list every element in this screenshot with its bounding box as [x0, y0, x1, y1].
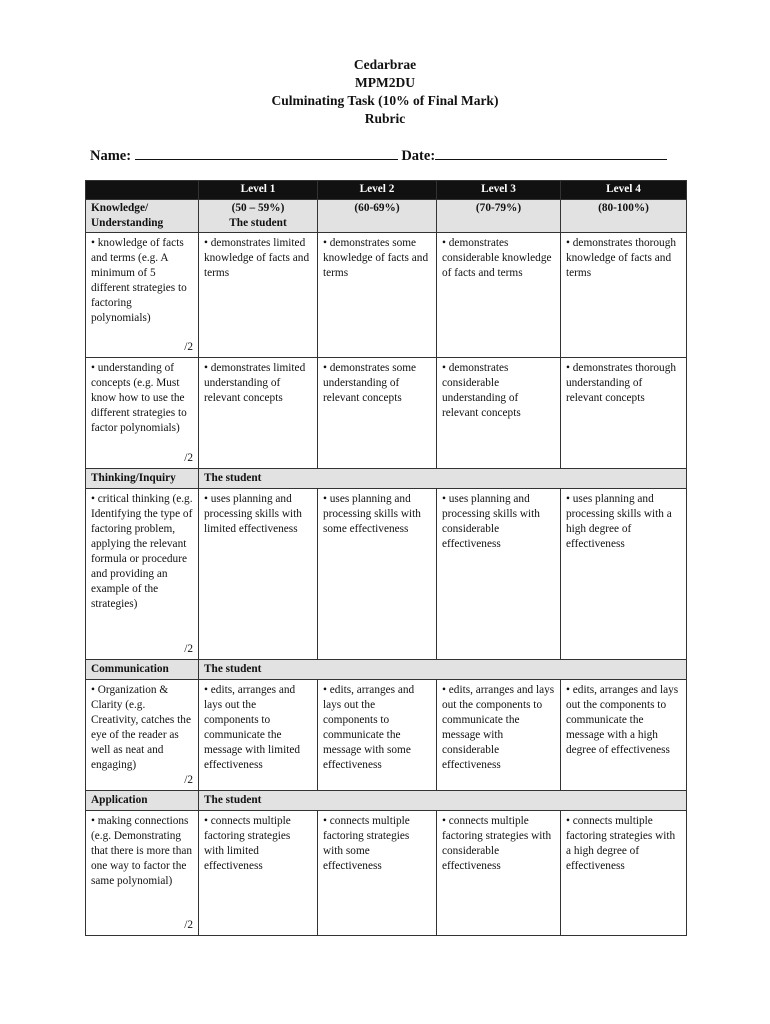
criterion-text: • knowledge of facts and terms (e.g. A minimum of 5 different strategies to factoring polynomials) [91, 237, 187, 324]
level-4-descriptor: • uses planning and processing skills with a high degree of effectiveness [561, 489, 687, 660]
thinking-the-student: The student [199, 469, 687, 489]
level-3-range: (70-79%) [437, 200, 561, 233]
score-field: /2 [184, 919, 193, 931]
criterion-cell [86, 489, 199, 660]
thinking-category-title: Thinking/Inquiry [86, 469, 199, 489]
level-header-row [86, 181, 687, 200]
rubric-row-thinking [86, 489, 687, 660]
rubric-row-knowledge-concepts [86, 358, 687, 469]
application-header-row [86, 791, 687, 811]
level-4-header: Level 4 [561, 181, 687, 200]
level-1-descriptor: • uses planning and processing skills with limited effectiveness [199, 489, 318, 660]
application-category-title: Application [86, 791, 199, 811]
criterion-cell [86, 680, 199, 791]
score-field: /2 [184, 774, 193, 786]
thinking-header-row [86, 469, 687, 489]
criterion-cell [86, 358, 199, 469]
communication-header-row [86, 660, 687, 680]
date-label: Date: [401, 148, 436, 164]
date-field[interactable] [435, 145, 667, 160]
the-student-label: The student [229, 217, 287, 229]
communication-category-title: Communication [86, 660, 199, 680]
level-1-range [199, 200, 318, 233]
knowledge-header-row [86, 200, 687, 233]
level-1-descriptor: • demonstrates limited understanding of relevant concepts [199, 358, 318, 469]
document-header [0, 56, 770, 128]
level-2-descriptor: • edits, arranges and lays out the components to communicate the message with some effectiveness [318, 680, 437, 791]
school-name: Cedarbrae [353, 57, 417, 72]
score-field: /2 [184, 341, 193, 353]
application-the-student: The student [199, 791, 687, 811]
score-field: /2 [184, 452, 193, 464]
level-2-descriptor: • uses planning and processing skills with some effectiveness [318, 489, 437, 660]
level-2-descriptor: • demonstrates some knowledge of facts and terms [318, 233, 437, 358]
task-title: Culminating Task (10% of Final Mark) [271, 93, 499, 108]
score-field: /2 [184, 643, 193, 655]
level-3-descriptor: • demonstrates considerable knowledge of facts and terms [437, 233, 561, 358]
name-field[interactable] [135, 145, 398, 160]
level-4-range: (80-100%) [561, 200, 687, 233]
level-2-header: Level 2 [318, 181, 437, 200]
level-2-descriptor: • demonstrates some understanding of relevant concepts [318, 358, 437, 469]
level-1-header: Level 1 [199, 181, 318, 200]
level-2-descriptor: • connects multiple factoring strategies with some effectiveness [318, 811, 437, 936]
course-code: MPM2DU [355, 75, 415, 90]
level-header-blank [86, 181, 199, 200]
level-3-descriptor: • connects multiple factoring strategies with considerable effectiveness [437, 811, 561, 936]
criterion-text: • making connections (e.g. Demonstrating that there is more than one way to factor the same polynomial) [91, 815, 193, 887]
level-3-descriptor: • edits, arranges and lays out the components to communicate the message with considerable effectiveness [437, 680, 561, 791]
criterion-text: • understanding of concepts (e.g. Must know how to use the different strategies to factor polynomials) [91, 362, 187, 434]
level-1-descriptor: • connects multiple factoring strategies with limited effectiveness [199, 811, 318, 936]
criterion-cell [86, 233, 199, 358]
level-1-range-text: (50 – 59%) [231, 202, 285, 214]
level-1-descriptor: • edits, arranges and lays out the components to communicate the message with limited effectiveness [199, 680, 318, 791]
rubric-row-application [86, 811, 687, 936]
criterion-text: • Organization & Clarity (e.g. Creativity, catches the eye of the reader as well as neat and engaging) [91, 684, 191, 771]
name-label: Name: [90, 148, 132, 164]
level-4-descriptor: • edits, arranges and lays out the components to communicate the message with a high degree of effectiveness [561, 680, 687, 791]
rubric-row-communication [86, 680, 687, 791]
criterion-text: • critical thinking (e.g. Identifying the type of factoring problem, applying the relevant formula or procedure and providing an example of the strategies) [91, 493, 193, 610]
level-3-descriptor: • uses planning and processing skills with considerable effectiveness [437, 489, 561, 660]
criterion-cell [86, 811, 199, 936]
level-3-descriptor: • demonstrates considerable understanding of relevant concepts [437, 358, 561, 469]
rubric-row-knowledge-facts [86, 233, 687, 358]
level-1-descriptor: • demonstrates limited knowledge of facts and terms [199, 233, 318, 358]
communication-the-student: The student [199, 660, 687, 680]
document-type: Rubric [364, 111, 406, 126]
level-3-header: Level 3 [437, 181, 561, 200]
knowledge-category-title: Knowledge/ Understanding [86, 200, 199, 233]
level-2-range: (60-69%) [318, 200, 437, 233]
level-4-descriptor: • connects multiple factoring strategies with a high degree of effectiveness [561, 811, 687, 936]
rubric-table [85, 180, 687, 936]
level-4-descriptor: • demonstrates thorough understanding of relevant concepts [561, 358, 687, 469]
level-4-descriptor: • demonstrates thorough knowledge of facts and terms [561, 233, 687, 358]
name-date-line [90, 145, 667, 165]
